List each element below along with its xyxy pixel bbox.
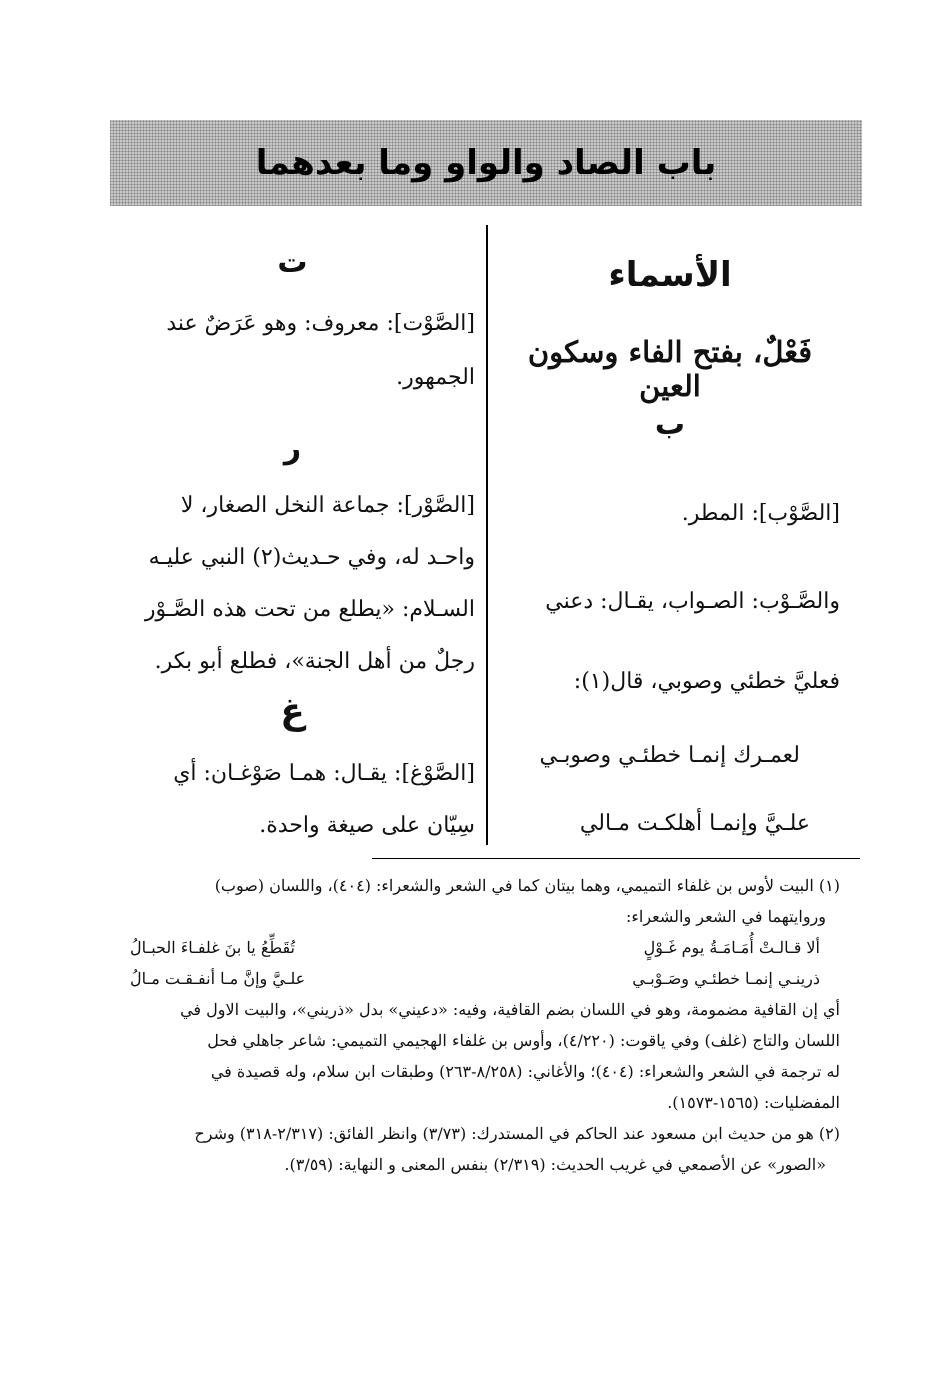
chapter-title: باب الصاد والواو وما بعدهما xyxy=(255,143,717,183)
footnotes xyxy=(100,870,840,1180)
verse-line-1: لعمـرك إنمـا خطئـي وصوبـي xyxy=(539,743,800,768)
entry-sawt-line1: [الصَّوْت]: معروف: وهو عَرَضٌ عند xyxy=(166,311,475,336)
section-heading-nouns: الأسماء xyxy=(608,255,732,295)
chapter-header-banner xyxy=(110,120,862,206)
letter-heading-ta: ت xyxy=(277,245,308,280)
footnote-1-line4: اللسان والتاج (غلف) وفي ياقوت: (٤/٢٢٠)، وأوس بن غلفاء الهجيمي التميمي: شاعر جاهلي فحل xyxy=(207,1031,840,1050)
footnote-2-line1: (٢) هو من حديث ابن مسعود عند الحاكم في المستدرك: (٣/٧٣) وانظر الفائق: (٢/٣١٧-٣١٨) وشرح xyxy=(194,1124,840,1143)
letter-heading-ra: ر xyxy=(283,431,302,466)
letter-heading-ghain: غ xyxy=(280,691,305,732)
letter-heading-ba: ب xyxy=(654,407,686,442)
verse-line-2: علـيَّ وإنمـا أهلكـت مـالي xyxy=(579,811,810,836)
footnote-verse-2b: علـيَّ وإنَّ مـا أنفـقـت مـالُ xyxy=(130,969,306,988)
entry-sawr-line2: واحـد له، وفي حـديث(٢) النبي عليـه xyxy=(148,545,475,570)
footnote-2-line2: «الصور» عن الأصمعي في غريب الحديث: (٢/٣١٩) بنفس المعنى و النهاية: (٣/٥٩). xyxy=(284,1155,826,1174)
footnote-1-line5: له ترجمة في الشعر والشعراء: (٤٠٤)؛ والأغاني: (٨/٢٥٨-٢٦٣) وطبقات ابن سلام، وله قصيدة في xyxy=(210,1062,840,1081)
entry-sawr-line3: السـلام: «يطلع من تحت هذه الصَّـوْر xyxy=(144,597,475,622)
footnote-verse-1a: ألا قـالـتْ أُمَـامَـةُ يوم غَـوْلٍ xyxy=(643,938,820,957)
entry-sawb-rain: [الصَّوْب]: المطر. xyxy=(681,501,840,526)
entry-sawgh-line1: [الصَّوْغ]: يقـال: همـا صَوْغـان: أي xyxy=(173,761,475,786)
footnote-rule xyxy=(372,858,860,859)
entry-sawr-line4: رجلٌ من أهل الجنة»، فطلع أبو بكر. xyxy=(154,649,475,674)
entry-sawb-right-line1: والصَّـوْب: الصـواب، يقـال: دعني xyxy=(545,589,840,614)
footnote-1-line1: (١) البيت لأوس بن غلفاء التميمي، وهما بيتان كما في الشعر والشعراء: (٤٠٤)، واللسان (صوب) xyxy=(214,876,840,895)
footnote-1-line3: أي إن القافية مضمومة، وهو في اللسان بضم القافية، وفيه: «دعيني» بدل «ذريني»، والبيت الاول في xyxy=(180,1000,840,1019)
entry-sawr-line1: [الصَّوْر]: جماعة النخل الصغار، لا xyxy=(180,493,475,518)
entry-sawb-right-line2: فعليَّ خطئي وصوبي، قال(١): xyxy=(573,669,840,694)
footnote-verse-row-2 xyxy=(100,963,840,994)
footnote-1-line6: المفضليات: (١٥٦٥-١٥٧٣). xyxy=(667,1093,840,1112)
footnote-verse-row-1 xyxy=(100,932,840,963)
column-divider xyxy=(486,225,488,845)
footnote-verse-2a: ذرينـي إنمـا خطئـي وصَـوْبـي xyxy=(632,969,820,988)
entry-sawgh-line2: سِيّان على صيغة واحدة. xyxy=(259,813,475,838)
footnote-verse-1b: تُقَطِّعُ يا بنَ غلفـاءَ الحبـالُ xyxy=(130,938,295,957)
pattern-heading: فَعْلٌ، بفتح الفاء وسكون العين xyxy=(527,335,813,403)
entry-sawt-line2: الجمهور. xyxy=(396,365,475,390)
footnote-1-line2: وروايتهما في الشعر والشعراء: xyxy=(625,907,826,926)
